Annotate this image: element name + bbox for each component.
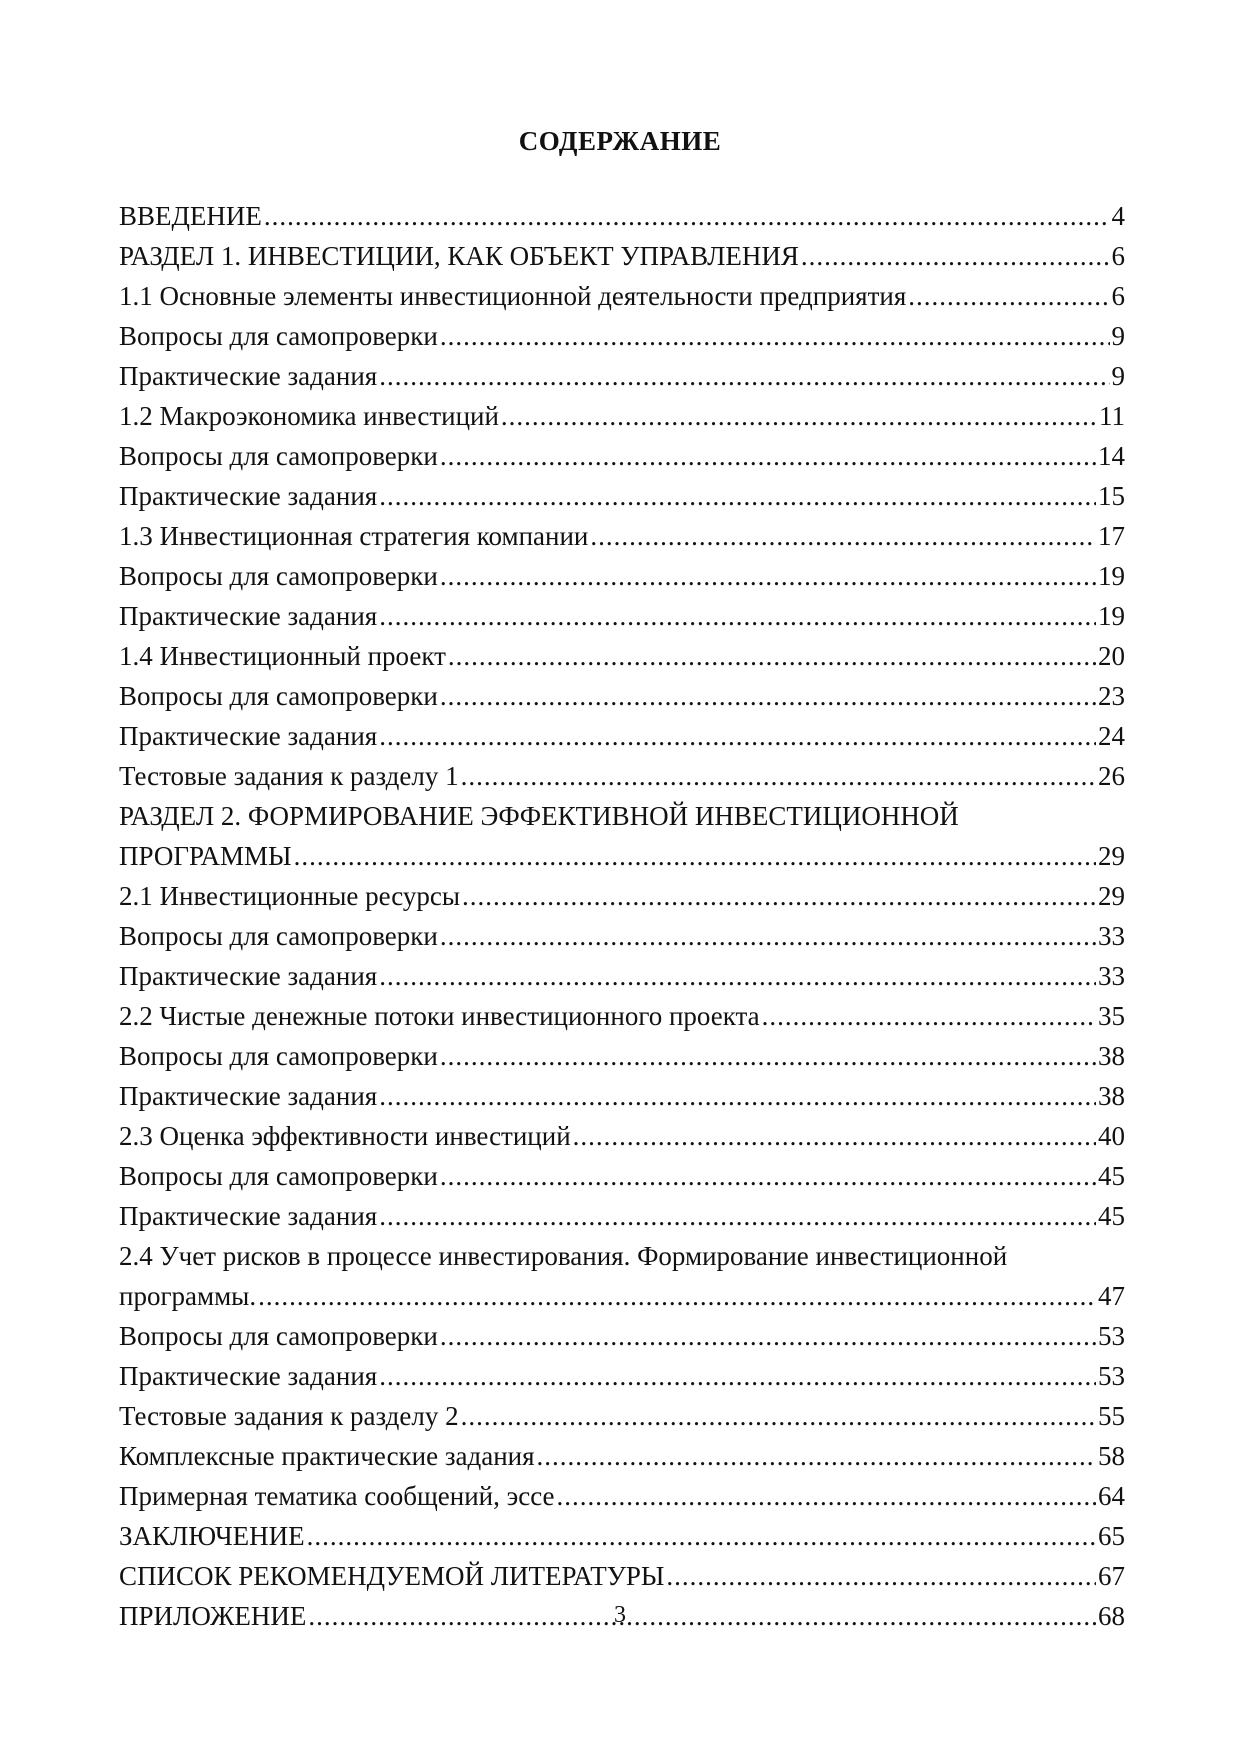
toc-entry-page: 47	[1098, 1281, 1125, 1311]
dot-leader	[461, 756, 1096, 796]
toc-entry-page: 9	[1111, 321, 1125, 351]
toc-entry[interactable]	[119, 276, 1125, 316]
toc-entry[interactable]	[119, 796, 1125, 876]
toc-entry-label: Практические задания	[119, 361, 378, 391]
toc-entry-page: 4	[1111, 201, 1125, 231]
toc-entry-label: ЗАКЛЮЧЕНИЕ	[119, 1521, 305, 1551]
toc-entry-label: Примерная тематика сообщений, эссе	[119, 1481, 555, 1511]
toc-entry-label-line1: РАЗДЕЛ 2. ФОРМИРОВАНИЕ ЭФФЕКТИВНОЙ ИНВЕСТИЦИОННОЙ	[119, 801, 959, 831]
toc-entry-label: Вопросы для самопроверки	[119, 321, 438, 351]
toc-entry-label: РАЗДЕЛ 1. ИНВЕСТИЦИИ, КАК ОБЪЕКТ УПРАВЛЕНИЯ	[119, 241, 799, 271]
toc-entry[interactable]	[119, 916, 1125, 956]
toc-entry[interactable]	[119, 396, 1125, 436]
toc-entry-page: 11	[1099, 401, 1125, 431]
dot-leader	[294, 836, 1096, 876]
toc-entry-label: Практические задания	[119, 481, 378, 511]
toc-entry[interactable]	[119, 716, 1125, 756]
toc-entry[interactable]	[119, 516, 1125, 556]
toc-entry-page: 33	[1098, 921, 1125, 951]
dot-leader	[557, 1476, 1097, 1516]
toc-entry[interactable]	[119, 476, 1125, 516]
toc-entry[interactable]	[119, 356, 1125, 396]
toc-entry[interactable]	[119, 1396, 1125, 1436]
toc-entry-label: ПРИЛОЖЕНИЕ	[119, 1601, 307, 1631]
dot-leader	[440, 436, 1096, 476]
dot-leader	[379, 356, 1109, 396]
toc-entry-page: 45	[1098, 1201, 1125, 1231]
dot-leader	[379, 476, 1096, 516]
toc-entry-page: 15	[1098, 481, 1125, 511]
dot-leader	[264, 196, 1110, 236]
toc-entry-label: ПРОГРАММЫ	[119, 841, 292, 871]
toc-entry[interactable]	[119, 1436, 1125, 1476]
dot-leader	[307, 1516, 1096, 1556]
dot-leader	[379, 956, 1096, 996]
toc-entry[interactable]	[119, 556, 1125, 596]
toc-entry-label: 1.1 Основные элементы инвестиционной деятельности предприятия	[119, 281, 907, 311]
toc-entry-page: 64	[1098, 1481, 1125, 1511]
toc-entry-page: 26	[1098, 761, 1125, 791]
dot-leader	[258, 1276, 1096, 1316]
toc-entry-label: 2.3 Оценка эффективности инвестиций	[119, 1121, 571, 1151]
toc-entry-label: Комплексные практические задания	[119, 1441, 535, 1471]
dot-leader	[440, 1316, 1096, 1356]
toc-entry[interactable]	[119, 1196, 1125, 1236]
toc-entry[interactable]	[119, 956, 1125, 996]
toc-entry-page: 6	[1111, 281, 1125, 311]
toc-entry[interactable]	[119, 1316, 1125, 1356]
toc-entry-page: 68	[1098, 1601, 1125, 1631]
toc-entry-page: 19	[1098, 601, 1125, 631]
toc-entry-page: 20	[1098, 641, 1125, 671]
dot-leader	[801, 236, 1110, 276]
dot-leader	[501, 396, 1097, 436]
toc-entry-label: Практические задания	[119, 601, 378, 631]
toc-entry-page: 53	[1098, 1361, 1125, 1391]
toc-entry-label: 1.2 Макроэкономика инвестиций	[119, 401, 499, 431]
toc-entry[interactable]	[119, 196, 1125, 236]
dot-leader	[379, 596, 1096, 636]
toc-entry-page: 45	[1098, 1161, 1125, 1191]
toc-entry[interactable]	[119, 996, 1125, 1036]
toc-entry-label: Вопросы для самопроверки	[119, 1041, 438, 1071]
toc-entry-page: 35	[1098, 1001, 1125, 1031]
table-of-contents	[119, 196, 1125, 1636]
dot-leader	[666, 1556, 1096, 1596]
toc-entry-label: Тестовые задания к разделу 2	[119, 1401, 459, 1431]
toc-entry-label: 1.3 Инвестиционная стратегия компании	[119, 521, 589, 551]
toc-entry-label: Практические задания	[119, 1081, 378, 1111]
toc-entry-page: 19	[1098, 561, 1125, 591]
toc-entry-label: Вопросы для самопроверки	[119, 441, 438, 471]
toc-entry-page: 38	[1098, 1041, 1125, 1071]
toc-entry-page: 53	[1098, 1321, 1125, 1351]
toc-entry-page: 14	[1098, 441, 1125, 471]
toc-entry[interactable]	[119, 876, 1125, 916]
toc-entry[interactable]	[119, 1036, 1125, 1076]
toc-entry-label: Практические задания	[119, 961, 378, 991]
toc-entry-page: 58	[1098, 1441, 1125, 1471]
toc-entry-page: 29	[1098, 841, 1125, 871]
toc-entry[interactable]	[119, 756, 1125, 796]
toc-entry-label: Практические задания	[119, 1201, 378, 1231]
toc-entry-page: 9	[1111, 361, 1125, 391]
toc-entry[interactable]	[119, 596, 1125, 636]
toc-entry-label: Практические задания	[119, 721, 378, 751]
dot-leader	[440, 1036, 1096, 1076]
toc-entry-page: 23	[1098, 681, 1125, 711]
toc-entry-page: 17	[1098, 521, 1125, 551]
toc-entry[interactable]	[119, 1236, 1125, 1316]
toc-entry[interactable]	[119, 1476, 1125, 1516]
toc-entry-page: 29	[1098, 881, 1125, 911]
toc-entry-label: Практические задания	[119, 1361, 378, 1391]
toc-entry[interactable]	[119, 1116, 1125, 1156]
toc-entry-label: 2.1 Инвестиционные ресурсы	[119, 881, 461, 911]
toc-entry-page: 38	[1098, 1081, 1125, 1111]
toc-entry[interactable]	[119, 1556, 1125, 1596]
toc-entry-page: 24	[1098, 721, 1125, 751]
dot-leader	[440, 1156, 1096, 1196]
toc-entry-page: 67	[1098, 1561, 1125, 1591]
toc-entry-label: Вопросы для самопроверки	[119, 681, 438, 711]
toc-entry-label: Вопросы для самопроверки	[119, 921, 438, 951]
toc-entry-label: ВВЕДЕНИЕ	[119, 201, 262, 231]
dot-leader	[762, 996, 1096, 1036]
toc-entry-label: Вопросы для самопроверки	[119, 1321, 438, 1351]
toc-entry[interactable]	[119, 636, 1125, 676]
page-title: СОДЕРЖАНИЕ	[518, 126, 722, 156]
toc-entry-page: 33	[1098, 961, 1125, 991]
dot-leader	[573, 1116, 1096, 1156]
toc-entry[interactable]	[119, 1156, 1125, 1196]
dot-leader	[440, 316, 1110, 356]
toc-entry-label: Тестовые задания к разделу 1	[119, 761, 459, 791]
dot-leader	[440, 556, 1096, 596]
page-number: 3	[614, 1602, 626, 1628]
toc-entry[interactable]	[119, 316, 1125, 356]
dot-leader	[440, 916, 1096, 956]
toc-entry[interactable]	[119, 236, 1125, 276]
dot-leader	[462, 876, 1096, 916]
toc-entry-page: 6	[1111, 241, 1125, 271]
toc-entry-label: СПИСОК РЕКОМЕНДУЕМОЙ ЛИТЕРАТУРЫ	[119, 1561, 665, 1591]
toc-entry-label: Вопросы для самопроверки	[119, 561, 438, 591]
dot-leader	[537, 1436, 1096, 1476]
toc-entry-label-line1: 2.4 Учет рисков в процессе инвестирования. Формирование инвестиционной	[119, 1241, 1008, 1271]
dot-leader	[908, 276, 1109, 316]
toc-entry-label: Вопросы для самопроверки	[119, 1161, 438, 1191]
dot-leader	[461, 1396, 1096, 1436]
dot-leader	[379, 1076, 1096, 1116]
toc-entry-label: 1.4 Инвестиционный проект	[119, 641, 446, 671]
dot-leader	[379, 1356, 1096, 1396]
toc-entry-label: 2.2 Чистые денежные потоки инвестиционного проекта	[119, 1001, 760, 1031]
toc-entry[interactable]	[119, 1076, 1125, 1116]
dot-leader	[379, 1196, 1096, 1236]
toc-entry-label: программы.	[119, 1281, 257, 1311]
dot-leader	[379, 716, 1096, 756]
toc-entry[interactable]	[119, 436, 1125, 476]
dot-leader	[590, 516, 1096, 556]
toc-entry[interactable]	[119, 1356, 1125, 1396]
dot-leader	[440, 676, 1096, 716]
toc-entry-page: 65	[1098, 1521, 1125, 1551]
toc-entry[interactable]	[119, 676, 1125, 716]
dot-leader	[448, 636, 1096, 676]
toc-entry-page: 55	[1098, 1401, 1125, 1431]
toc-entry-page: 40	[1098, 1121, 1125, 1151]
toc-entry[interactable]	[119, 1516, 1125, 1556]
